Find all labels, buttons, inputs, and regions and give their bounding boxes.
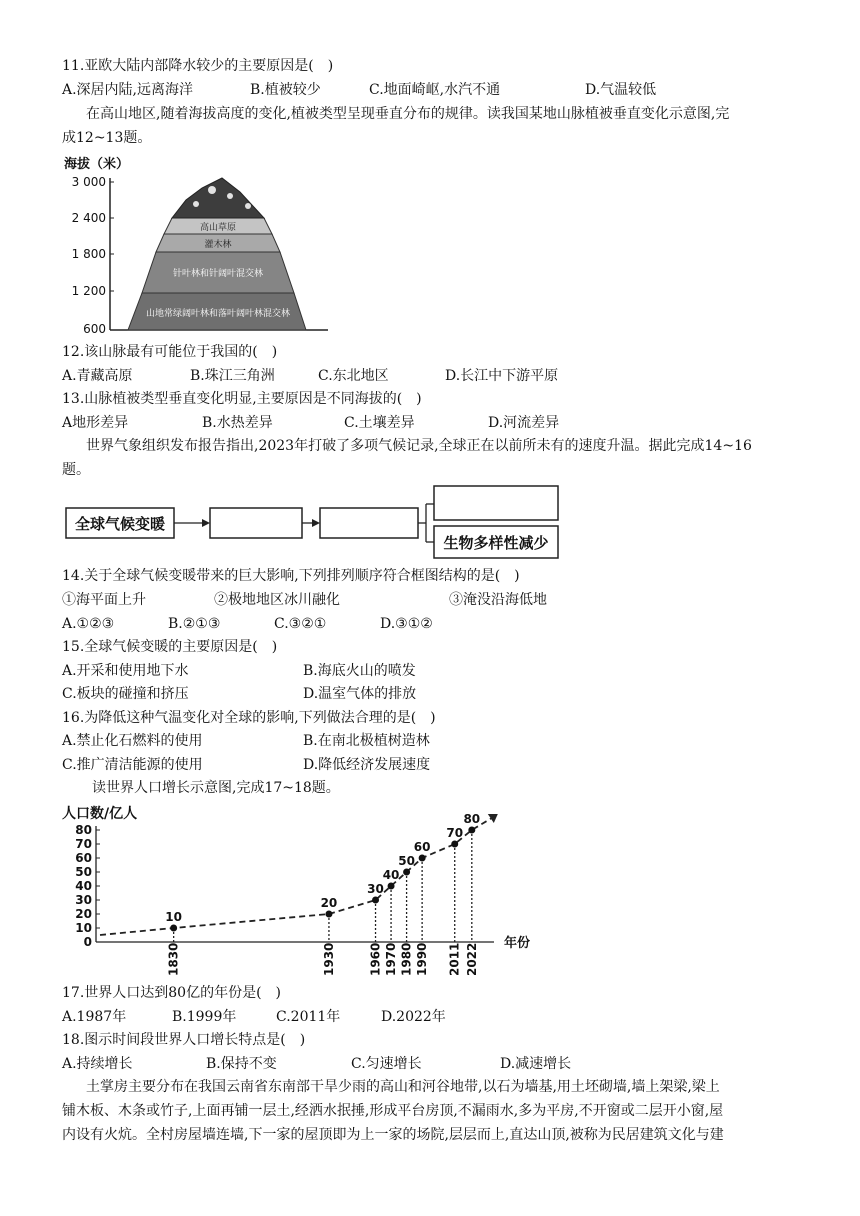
flow-box-blank-3 (434, 486, 558, 520)
pop-xtick-label: 1980 (399, 942, 414, 976)
question-18-stem: 18.图示时间段世界人口增长特点是( ) (62, 1032, 306, 1048)
mountain-tick-1200: 1 200 (71, 284, 106, 298)
question-12-stem: 12.该山脉最有可能位于我国的( ) (62, 344, 278, 360)
pop-data-label: 80 (463, 812, 481, 826)
q18-option-d: D.减速增长 (500, 1056, 572, 1072)
band-snow-peak (172, 178, 264, 218)
pop-ytick-label: 40 (75, 879, 92, 893)
band-label-broadleaf: 山地常绿阔叶林和落叶阔叶林混交林 (145, 309, 291, 319)
pop-point (419, 855, 426, 862)
q14-option-c: C.③②① (274, 616, 327, 632)
intro-12-13-line1: 在高山地区,随着海拔高度的变化,植被类型呈现垂直分布的规律。读我国某地山脉植被垂直变化示意图,完 (86, 106, 730, 122)
band-label-alpine: 高山草原 (199, 223, 237, 233)
q15-option-b: B.海底火山的喷发 (303, 663, 416, 679)
pop-ytick-label: 0 (83, 935, 92, 949)
pop-xtick-label: 1930 (321, 942, 336, 976)
q11-option-c: C.地面崎岖,水汽不通 (369, 82, 501, 98)
q14-item-3: ③淹没沿海低地 (449, 592, 547, 608)
q14-item-1: ①海平面上升 (62, 592, 146, 608)
pop-ytick-label: 20 (75, 907, 92, 921)
mountain-tick-2400: 2 400 (71, 211, 106, 225)
pop-ytick-label: 10 (75, 921, 92, 935)
pop-ytick-label: 50 (75, 865, 92, 879)
q12-option-c: C.东北地区 (318, 368, 389, 384)
pop-ytick-label: 70 (75, 837, 92, 851)
q14-option-b: B.②①③ (168, 616, 221, 632)
mountain-tick-1800: 1 800 (71, 247, 106, 261)
q14-option-d: D.③①② (380, 616, 433, 632)
pop-series-line (100, 818, 492, 935)
pop-ylabel: 人口数/亿人 (62, 806, 138, 822)
q18-option-a: A.持续增长 (62, 1056, 133, 1072)
pop-xtick-label: 1830 (166, 942, 181, 976)
question-13-stem: 13.山脉植被类型垂直变化明显,主要原因是不同海拔的( ) (62, 391, 422, 407)
q12-option-d: D.长江中下游平原 (445, 368, 559, 384)
pop-data-label: 30 (367, 882, 384, 896)
pop-data-label: 60 (413, 840, 431, 854)
q16-option-c: C.推广清洁能源的使用 (62, 757, 203, 773)
intro-19-line2: 铺木板、木条或竹子,上面再铺一层土,经洒水抿捶,形成平台房顶,不漏雨水,多为平房,不开窗或二层开小窗,屋 (62, 1103, 724, 1119)
q11-option-b: B.植被较少 (250, 82, 321, 98)
q16-option-a: A.禁止化石燃料的使用 (62, 733, 203, 749)
pop-xtick-label: 1990 (415, 942, 430, 976)
intro-19-line3: 内设有火炕。全村房屋墙连墙,下一家的屋顶即为上一家的场院,层层而上,直达山顶,被称为民居建筑文化与建 (62, 1127, 724, 1143)
q14-option-a: A.①②③ (62, 616, 115, 632)
question-14-stem: 14.关于全球气候变暖带来的巨大影响,下列排列顺序符合框图结构的是( ) (62, 568, 520, 584)
question-16-stem: 16.为降低这种气温变化对全球的影响,下列做法合理的是( ) (62, 710, 436, 726)
population-chart (62, 800, 542, 980)
pop-point (451, 841, 458, 848)
q17-option-a: A.1987年 (62, 1009, 127, 1025)
q12-option-a: A.青藏高原 (62, 368, 133, 384)
pop-point (388, 883, 395, 890)
q15-option-c: C.板块的碰撞和挤压 (62, 686, 189, 702)
flow-box-blank-1 (210, 508, 302, 538)
q17-option-b: B.1999年 (172, 1009, 237, 1025)
q13-option-b: B.水热差异 (202, 415, 273, 431)
pop-xlabel: 年份 (504, 936, 531, 951)
intro-19-line1: 土掌房主要分布在我国云南省东南部干旱少雨的高山和河谷地带,以石为墙基,用土坯砌墙,墙上架梁,梁上 (86, 1079, 720, 1095)
mountain-tick-3000: 3 000 (71, 175, 106, 189)
intro-14-16-line2: 题。 (62, 462, 90, 478)
pop-ytick-label: 80 (75, 823, 92, 837)
question-17-stem: 17.世界人口达到80亿的年份是( ) (62, 985, 282, 1001)
q15-option-a: A.开采和使用地下水 (62, 663, 189, 679)
intro-17-18: 读世界人口增长示意图,完成17~18题。 (92, 780, 340, 796)
q15-option-d: D.温室气体的排放 (303, 686, 417, 702)
pop-xtick-label: 2011 (447, 942, 462, 976)
q14-item-2: ②极地地区冰川融化 (214, 592, 340, 608)
pop-point (403, 869, 410, 876)
intro-12-13-line2: 成12~13题。 (62, 130, 152, 146)
pop-point (325, 911, 332, 918)
question-11-stem: 11.亚欧大陆内部降水较少的主要原因是( ) (62, 58, 334, 74)
pop-point (468, 827, 475, 834)
climate-flowchart (62, 482, 562, 564)
pop-data-label: 70 (446, 826, 464, 840)
q18-option-c: C.匀速增长 (351, 1056, 422, 1072)
q13-option-d: D.河流差异 (488, 415, 560, 431)
flow-end-text: 生物多样性减少 (443, 534, 549, 552)
pop-point (170, 925, 177, 932)
pop-data-label: 10 (165, 910, 182, 924)
pop-arrow-head (488, 814, 498, 823)
q11-option-d: D.气温较低 (585, 82, 657, 98)
q13-option-c: C.土壤差异 (344, 415, 415, 431)
q17-option-c: C.2011年 (276, 1009, 341, 1025)
q16-option-d: D.降低经济发展速度 (303, 757, 431, 773)
q17-option-d: D.2022年 (381, 1009, 446, 1025)
pop-ytick-label: 30 (75, 893, 92, 907)
pop-xtick-label: 1960 (368, 942, 383, 976)
pop-data-label: 50 (398, 854, 415, 868)
q16-option-b: B.在南北极植树造林 (303, 733, 430, 749)
question-15-stem: 15.全球气候变暖的主要原因是( ) (62, 639, 278, 655)
intro-14-16-line1: 世界气象组织发布报告指出,2023年打破了多项气候记录,全球正在以前所未有的速度升温。据此完成14~16 (86, 438, 752, 454)
pop-xtick-label: 2022 (464, 942, 479, 976)
q18-option-b: B.保持不变 (206, 1056, 277, 1072)
pop-data-label: 20 (320, 896, 338, 910)
flow-start-text: 全球气候变暖 (74, 515, 166, 533)
q13-option-a: A地形差异 (62, 415, 129, 431)
band-label-shrub: 灌木林 (204, 240, 232, 250)
pop-data-label: 40 (382, 868, 400, 882)
flow-box-blank-2 (320, 508, 418, 538)
pop-point (372, 897, 379, 904)
mountain-tick-600: 600 (83, 322, 106, 336)
band-label-needle: 针叶林和针阔叶混交林 (172, 269, 264, 279)
q11-option-a: A.深居内陆,远离海洋 (62, 82, 194, 98)
mountain-vegetation-diagram (62, 152, 332, 338)
mountain-ylabel: 海拔（米） (64, 157, 130, 172)
q12-option-b: B.珠江三角洲 (190, 368, 275, 384)
pop-xtick-label: 1970 (384, 942, 399, 976)
pop-ytick-label: 60 (75, 851, 92, 865)
